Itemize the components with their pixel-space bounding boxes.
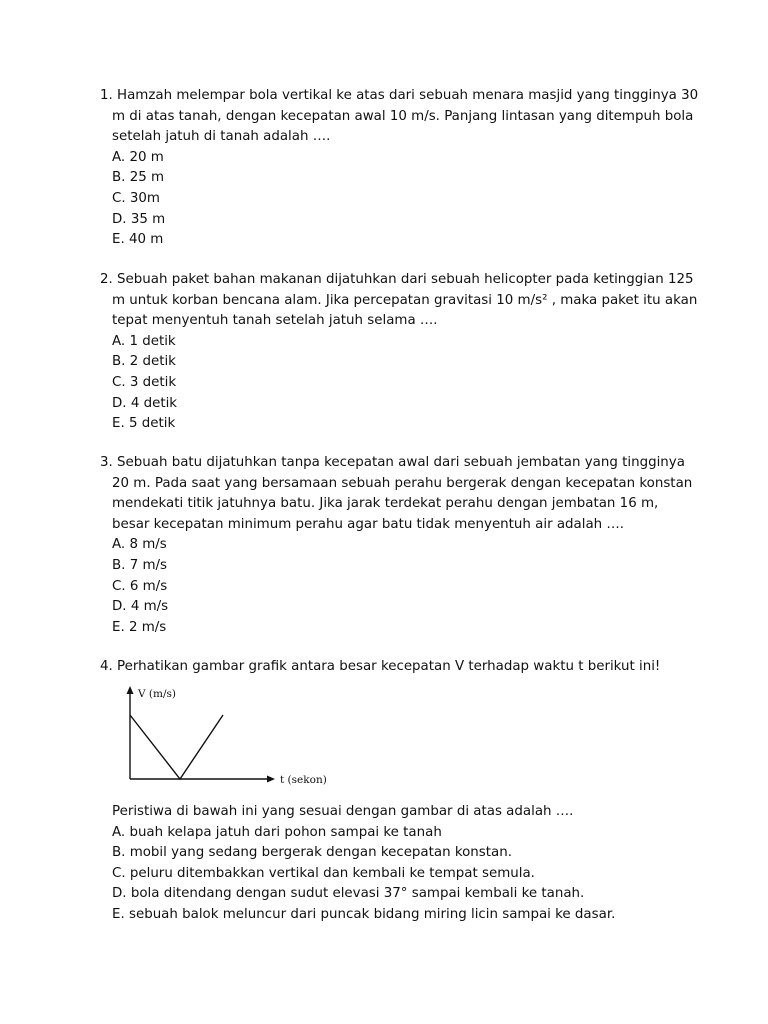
question-prompt: Peristiwa di bawah ini yang sesuai dengan gambar di atas adalah ….: [112, 804, 574, 819]
y-axis-label: V (m/s): [138, 688, 176, 700]
answer-option: E. 2 m/s: [112, 619, 167, 635]
answer-option: C. 30m: [112, 190, 160, 206]
question-text-line: mendekati titik jatuhnya batu. Jika jarak terdekat perahu dengan jembatan 16 m,: [112, 496, 659, 512]
question-text-line: 20 m. Pada saat yang bersamaan sebuah perahu bergerak dengan kecepatan konstan: [112, 475, 693, 491]
answer-option: C. 6 m/s: [112, 578, 168, 594]
answer-option: A. 1 detik: [112, 333, 176, 349]
answer-option: B. mobil yang sedang bergerak dengan kecepatan konstan.: [112, 845, 512, 861]
answer-option: A. 8 m/s: [112, 537, 167, 553]
question-text-line: besar kecepatan minimum perahu agar batu tidak menyentuh air adalah ….: [112, 516, 625, 532]
answer-option: A. buah kelapa jatuh dari pohon sampai ke tanah: [112, 824, 442, 840]
answer-option: E. sebuah balok meluncur dari puncak bidang miring licin sampai ke dasar.: [112, 906, 616, 922]
question-text-line: 1. Hamzah melempar bola vertikal ke atas dari sebuah menara masjid yang tingginya 30: [100, 88, 699, 103]
question-4: [100, 657, 680, 678]
answer-option: D. 4 m/s: [112, 599, 169, 615]
question-text-line: tepat menyentuh tanah setelah jatuh selama ….: [112, 313, 438, 329]
question-4-options: [100, 802, 680, 926]
answer-option: E. 5 detik: [112, 416, 176, 432]
question-text-line: m di atas tanah, dengan kecepatan awal 10 m/s. Panjang lintasan yang ditempuh bola: [112, 108, 694, 124]
answer-option: B. 2 detik: [112, 354, 176, 370]
answer-option: D. 4 detik: [112, 395, 178, 411]
question-text-line: setelah jatuh di tanah adalah ….: [112, 129, 331, 145]
question-text-line: 3. Sebuah batu dijatuhkan tanpa kecepatan awal dari sebuah jembatan yang tingginya: [100, 455, 685, 470]
answer-option: C. 3 detik: [112, 374, 177, 390]
answer-option: C. peluru ditembakkan vertikal dan kembali ke tempat semula.: [112, 865, 535, 881]
answer-option: B. 25 m: [112, 170, 165, 186]
answer-option: E. 40 m: [112, 232, 164, 248]
answer-option: D. 35 m: [112, 211, 166, 227]
answer-option: D. bola ditendang dengan sudut elevasi 37° sampai kembali ke tanah.: [112, 886, 585, 902]
question-2: [100, 270, 698, 435]
x-axis-label: t (sekon): [280, 774, 327, 786]
answer-option: A. 20 m: [112, 149, 164, 165]
question-text-line: m untuk korban bencana alam. Jika percepatan gravitasi 10 m/s² , maka paket itu akan: [112, 292, 698, 308]
x-axis-arrow-icon: [267, 776, 275, 783]
question-1: [100, 86, 699, 251]
answer-option: B. 7 m/s: [112, 557, 168, 573]
question-3: [100, 453, 693, 638]
question-text-line: 2. Sebuah paket bahan makanan dijatuhkan dari sebuah helicopter pada ketinggian 125: [100, 272, 694, 287]
velocity-time-graph: [120, 682, 340, 787]
velocity-line: [130, 715, 223, 779]
y-axis-arrow-icon: [127, 686, 134, 694]
question-text-line: 4. Perhatikan gambar grafik antara besar kecepatan V terhadap waktu t berikut ini!: [100, 659, 661, 674]
